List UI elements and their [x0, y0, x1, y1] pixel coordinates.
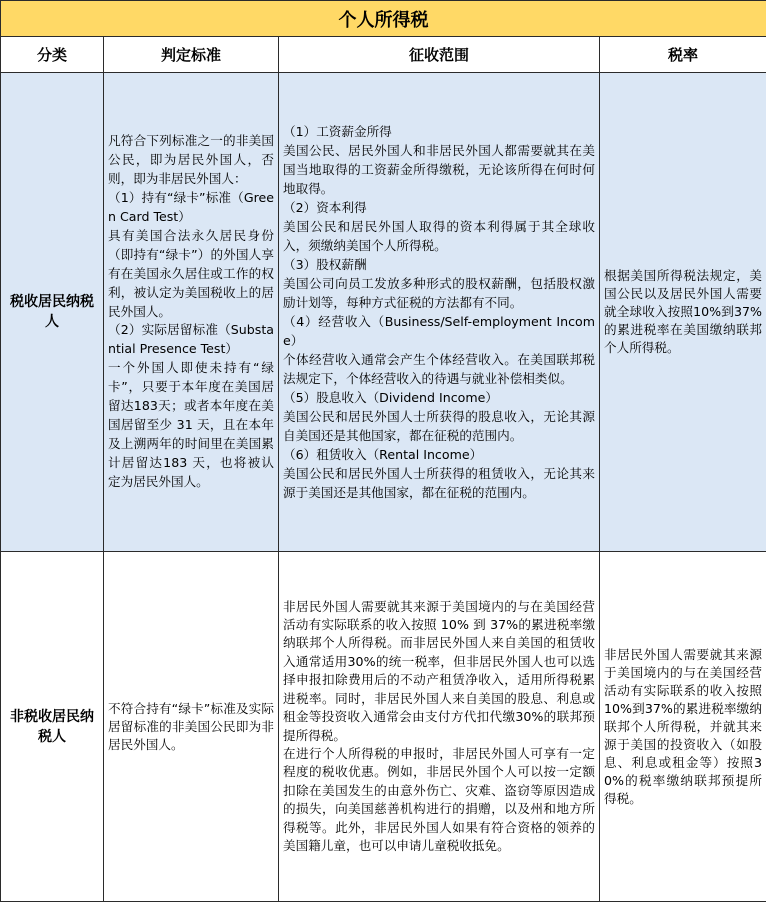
header-criteria: 判定标准 — [104, 37, 279, 73]
nonresident-scope-paragraph: 在进行个人所得税的申报时，非居民外国人可享有一定程度的税收优惠。例如，非居民外国个人可以按一定额扣除在美国发生的由意外伤亡、灾难、盗窃等原因造成的损失，向美国慈善机构进行的捐赠，以及州和地方所得税等。此外，非居民外国人如果有符合资格的领养的美国籍儿童，也可以申请儿童税收抵免。 — [283, 745, 595, 855]
nonresident-scope-paragraph: 非居民外国人需要就其来源于美国境内的与在美国经营活动有实际联系的收入按照 10% 到 37%的累进税率缴纳联邦个人所得税。而非居民外国人来自美国的租赁收入通常适用30%的统一税率，但非居民外国人也可以选择申报扣除费用后的不动产租赁净收入，适用所得税累进税率。同时，非居民外国人来自美国的股息、利息或租金等投资收入通常会由支付方代扣代缴30%的联邦预提所得税。 — [283, 598, 595, 745]
resident-criteria — [104, 73, 279, 552]
resident-scope-heading: （6）租赁收入（Rental Income） — [283, 445, 595, 464]
resident-criteria-line: （1）持有“绿卡”标准（Green Card Test） — [108, 189, 274, 227]
table-row-nonresident — [1, 552, 766, 902]
nonresident-category: 非税收居民纳税人 — [1, 552, 104, 902]
resident-scope-text: 美国公司向员工发放多种形式的股权薪酬，包括股权激励计划等，每种方式征税的方法都有不同。 — [283, 274, 595, 312]
resident-scope-heading: （1）工资薪金所得 — [283, 122, 595, 141]
resident-criteria-line: （2）实际居留标准（Substantial Presence Test） — [108, 321, 274, 359]
resident-scope-heading: （4）经营收入（Business/Self-employment Income） — [283, 312, 595, 350]
resident-criteria-line: 具有美国合法永久居民身份（即持有“绿卡”）的外国人享有在美国永久居住或工作的权利，被认定为美国税收上的居民外国人。 — [108, 227, 274, 322]
table-title: 个人所得税 — [1, 1, 766, 37]
resident-scope-heading: （5）股息收入（Dividend Income） — [283, 388, 595, 407]
nonresident-scope — [279, 552, 600, 902]
header-rate: 税率 — [600, 37, 766, 73]
resident-scope — [279, 73, 600, 552]
resident-scope-text: 美国公民和居民外国人取得的资本利得属于其全球收入，须缴纳美国个人所得税。 — [283, 217, 595, 255]
header-scope: 征收范围 — [279, 37, 600, 73]
nonresident-rate: 非居民外国人需要就其来源于美国境内的与在美国经营活动有实际联系的收入按照10%到37%的累进税率缴纳联邦个人所得税，并就其来源于美国的投资收入（如股息、利息或租金等）按照30%的税率缴纳联邦预提所得税。 — [600, 552, 766, 902]
table-row-resident — [1, 73, 766, 552]
resident-scope-text: 美国公民和居民外国人士所获得的租赁收入，无论其来源于美国还是其他国家，都在征税的范围内。 — [283, 464, 595, 502]
resident-rate: 根据美国所得税法规定，美国公民以及居民外国人需要就全球收入按照10%到37%的累进税率在美国缴纳联邦个人所得税。 — [600, 73, 766, 552]
resident-scope-heading: （3）股权薪酬 — [283, 255, 595, 274]
resident-scope-text: 个体经营收入通常会产生个体经营收入。在美国联邦税法规定下，个体经营收入的待遇与就业补偿相类似。 — [283, 350, 595, 388]
resident-criteria-line: 一个外国人即使未持有“绿卡”，只要于本年度在美国居留达183天；或者本年度在美国居留至少 31 天，且在本年及上溯两年的时间里在美国累计居留达183 天，也将被认定为居民外国人。 — [108, 359, 274, 491]
resident-category: 税收居民纳税人 — [1, 73, 104, 552]
header-category: 分类 — [1, 37, 104, 73]
resident-criteria-line: 凡符合下列标准之一的非美国公民，即为居民外国人，否则，即为非居民外国人： — [108, 132, 274, 189]
nonresident-criteria: 不符合持有“绿卡”标准及实际居留标准的非美国公民即为非居民外国人。 — [104, 552, 279, 902]
resident-scope-text: 美国公民、居民外国人和非居民外国人都需要就其在美国当地取得的工资薪金所得缴税，无论该所得在何时何地取得。 — [283, 141, 595, 198]
resident-scope-text: 美国公民和居民外国人士所获得的股息收入，无论其源自美国还是其他国家，都在征税的范围内。 — [283, 407, 595, 445]
resident-scope-heading: （2）资本利得 — [283, 198, 595, 217]
